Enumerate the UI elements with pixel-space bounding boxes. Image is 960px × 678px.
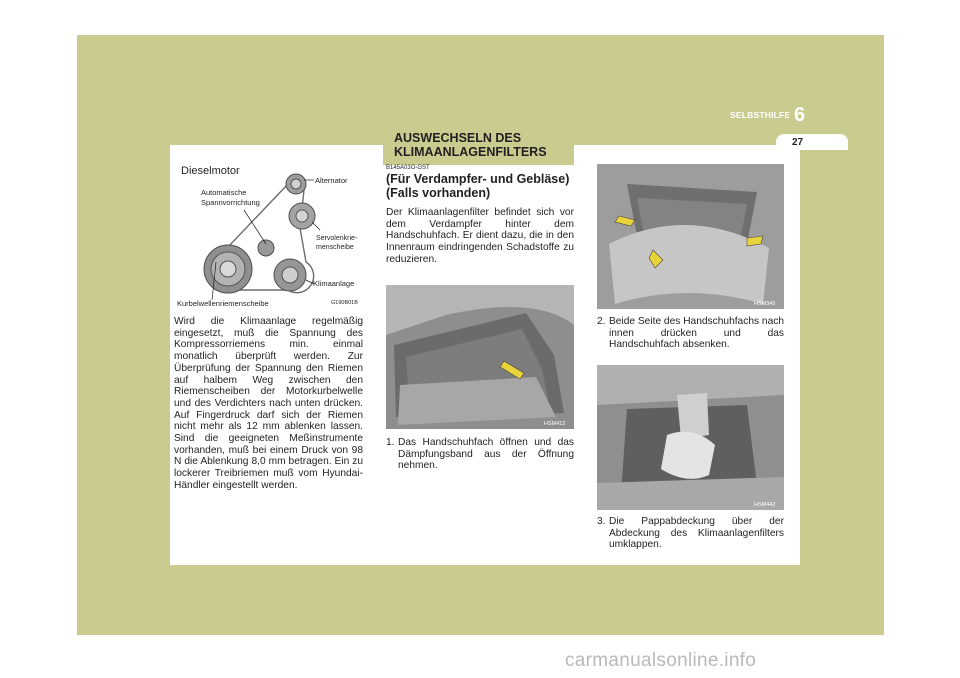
diagram-title: Dieselmotor: [181, 165, 240, 177]
photo-filter-cover-drawing: [597, 365, 784, 510]
label-klimaanlage: Klimaanlage: [313, 279, 355, 288]
label-tensioner-2: Spannvorrichtung: [201, 198, 260, 207]
step-3-number: 3.: [597, 516, 606, 527]
step-1-text: Das Handschuhfach öffnen und das Dämpfungsband aus der Öffnung nehmen.: [398, 437, 574, 472]
step-1-number: 1.: [386, 437, 395, 448]
step-2: [597, 316, 784, 351]
step-3-text: Die Pappabdeckung über der Abdeckung des Klimaanlagenfilters umklappen.: [609, 516, 784, 551]
step-2-text: Beide Seite des Handschuhfachs nach innen drücken und das Handschuhfach absenken.: [609, 316, 785, 351]
photo-glovebox-drawing: [386, 285, 574, 429]
page-number: 27: [792, 137, 804, 148]
photo-glovebox-lower-drawing: [597, 164, 784, 309]
page-number-tab: [776, 134, 848, 150]
step-1: [386, 437, 574, 472]
subheading: (Für Verdampfer- und Gebläse) (Falls vorhanden): [386, 172, 570, 200]
label-servo-2: menscheibe: [316, 244, 354, 251]
figure-code-2: HSM442: [754, 502, 776, 508]
intro-text: Der Klimaanlagenfilter befindet sich vor dem Verdampfer hinter dem Handschuhfach. Er dient dazu, die in den Innenraum eindringenden Schadstoffe zu reduzieren.: [386, 207, 574, 265]
section-number: 6: [794, 104, 806, 126]
label-kurbelwelle: Kurbelwellenriemenscheibe: [177, 299, 269, 308]
figure-code-1: HSM345: [754, 301, 776, 307]
photo-glovebox-open: [386, 285, 574, 429]
photo-glovebox-lower: [597, 164, 784, 309]
section-code: B145A03O-GST: [386, 165, 430, 171]
section-heading: AUSWECHSELN DES KLIMAANLAGENFILTERS: [394, 131, 547, 159]
belt-tension-text: Wird die Klimaanlage regelmäßig eingesetzt, muß die Spannung des Kompressorriemens min. einmal monatlich überprüft werden. Zur Überprüfung der Spannung den Riemen auf halbem Weg zwischen den Riemenscheiben der Motorkurbelwelle und des Verdichters nach unten drücken. Auf Fingerdruck darf sich der Riemen nicht mehr als 12 mm ablenken lassen. Sind die geeigneten Meßinstrumente vorhanden, muß bei einem Druck von 98 N die Ablenkung 8,0 mm betragen. Ein zu lockerer Treibriemen muß vom Hyundai-Händler eingestellt werden.: [174, 316, 363, 491]
label-servo-1: Servolenkrie-: [316, 235, 358, 242]
section-label: SELBSTHILFE: [730, 110, 791, 120]
figure-code: HSM412: [544, 421, 566, 427]
diagram-code: G190B01B: [331, 300, 358, 306]
photo-filter-cover: [597, 365, 784, 510]
step-2-number: 2.: [597, 316, 606, 327]
step-3: [597, 516, 784, 551]
label-alternator: Alternator: [315, 176, 348, 185]
watermark: carmanualsonline.info: [565, 650, 757, 671]
label-tensioner-1: Automatische: [201, 188, 247, 197]
